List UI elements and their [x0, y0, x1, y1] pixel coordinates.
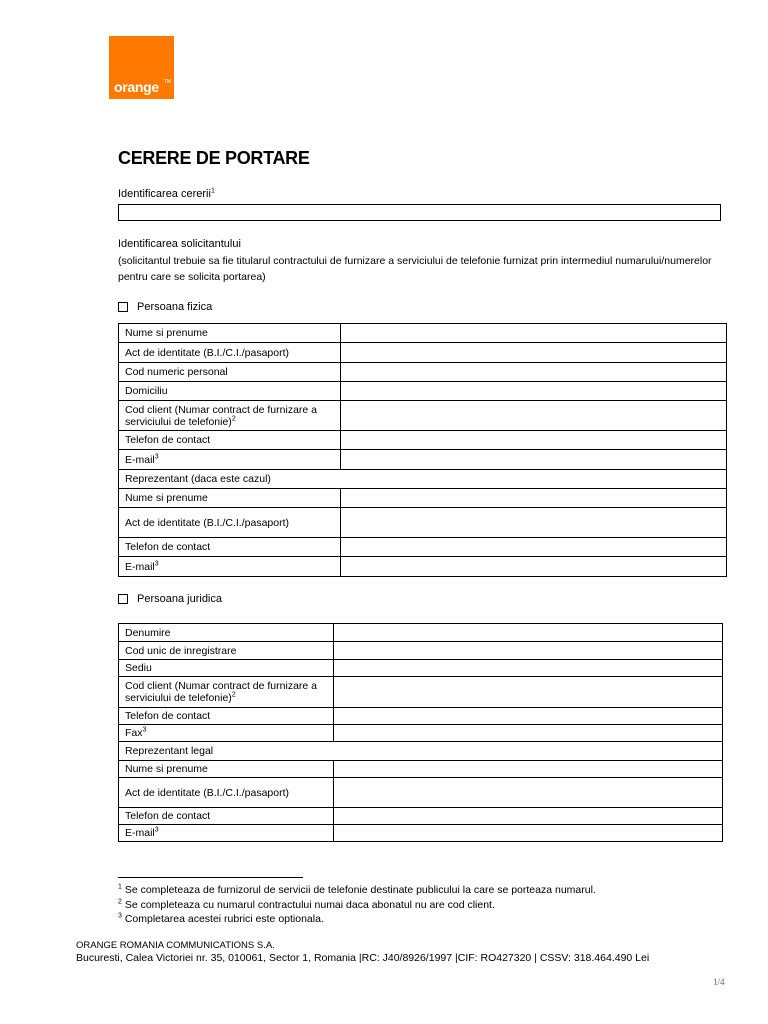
natural-person-row [119, 470, 727, 489]
legal-person-field-label: Telefon de contact [119, 808, 334, 825]
legal-person-field-label: Denumire [119, 624, 334, 642]
footnote-3: $^3$ Completarea acestei rubrici este optionala. [118, 912, 324, 925]
legal-person-field-input[interactable] [334, 825, 723, 842]
page-number: 1/4 [713, 977, 725, 987]
natural-person-field-input[interactable] [341, 508, 727, 538]
applicant-note: (solicitantul trebuie sa fie titularul contractului de furnizare a serviciului de telefonie furnizat prin intermediul numarului/numerelor pentru care se solicita portarea) [118, 255, 712, 283]
request-id-label: Identificarea cererii$^1$ [118, 187, 215, 200]
natural-person-field-input[interactable] [341, 431, 727, 450]
footnote-2: $^2$ Se completeaza cu numarul contractului numai daca abonatul nu are cod client. [118, 898, 495, 911]
legal-person-option[interactable] [118, 593, 222, 605]
natural-person-field-label: Domiciliu [119, 382, 341, 401]
natural-person-field-label: Telefon de contact [119, 538, 341, 557]
natural-person-row [119, 363, 727, 382]
natural-person-row [119, 538, 727, 557]
natural-person-field-label: Telefon de contact [119, 431, 341, 450]
natural-person-row [119, 489, 727, 508]
legal-person-field-input[interactable] [334, 660, 723, 677]
natural-person-option[interactable] [118, 301, 212, 313]
legal-person-field-label: Telefon de contact [119, 708, 334, 725]
legal-person-field-input[interactable] [334, 761, 723, 778]
legal-person-row [119, 624, 723, 642]
footer-address: Bucuresti, Calea Victoriei nr. 35, 010061, Sector 1, Romania |RC: J40/8926/1997 |CIF: RO427320 | CSSV: 318.464.490 Lei [76, 952, 650, 964]
legal-person-row [119, 825, 723, 842]
natural-person-field-label: Act de identitate (B.I./C.I./pasaport) [119, 508, 341, 538]
legal-person-row [119, 742, 723, 761]
natural-person-field-input[interactable] [341, 538, 727, 557]
natural-person-field-label: E-mail$^3$ [119, 450, 341, 470]
natural-person-table [118, 323, 727, 577]
natural-person-field-input[interactable] [341, 343, 727, 363]
natural-person-field-label: Act de identitate (B.I./C.I./pasaport) [119, 343, 341, 363]
logo-text: orange [114, 79, 159, 95]
request-id-field[interactable] [118, 204, 721, 221]
natural-person-field-label: E-mail$^3$ [119, 557, 341, 577]
natural-person-field-input[interactable] [341, 382, 727, 401]
legal-person-field-label: Cod client (Numar contract de furnizare a serviciului de telefonie)$^2$ [119, 677, 334, 708]
natural-person-row [119, 431, 727, 450]
natural-person-row [119, 401, 727, 431]
natural-person-field-label: Reprezentant (daca este cazul) [119, 470, 727, 489]
logo-trademark: TM [163, 79, 171, 85]
legal-person-field-label: Cod unic de inregistrare [119, 642, 334, 660]
applicant-heading: Identificarea solicitantului [118, 238, 241, 250]
footnote-separator [118, 877, 303, 878]
natural-person-field-input[interactable] [341, 401, 727, 431]
legal-person-row [119, 642, 723, 660]
legal-person-row [119, 677, 723, 708]
legal-person-field-label: Reprezentant legal [119, 742, 723, 761]
natural-person-field-label: Nume si prenume [119, 489, 341, 508]
legal-person-row [119, 778, 723, 808]
legal-person-row [119, 761, 723, 778]
legal-person-field-label: E-mail$^3$ [119, 825, 334, 842]
legal-person-field-input[interactable] [334, 778, 723, 808]
natural-person-field-input[interactable] [341, 450, 727, 470]
natural-person-field-input[interactable] [341, 557, 727, 577]
natural-person-row [119, 508, 727, 538]
natural-person-field-label: Cod client (Numar contract de furnizare a serviciului de telefonie)$^2$ [119, 401, 341, 431]
legal-person-field-label: Act de identitate (B.I./C.I./pasaport) [119, 778, 334, 808]
legal-person-field-input[interactable] [334, 708, 723, 725]
legal-person-label: Persoana juridica [137, 593, 222, 605]
legal-person-row [119, 808, 723, 825]
legal-person-table [118, 623, 723, 842]
orange-logo [109, 36, 174, 99]
natural-person-row [119, 382, 727, 401]
natural-person-checkbox[interactable] [118, 302, 128, 312]
document-title: CERERE DE PORTARE [118, 148, 310, 168]
legal-person-field-input[interactable] [334, 624, 723, 642]
legal-person-row [119, 708, 723, 725]
natural-person-field-label: Cod numeric personal [119, 363, 341, 382]
legal-person-field-input[interactable] [334, 725, 723, 742]
natural-person-row [119, 557, 727, 577]
legal-person-row [119, 660, 723, 677]
natural-person-label: Persoana fizica [137, 301, 213, 313]
legal-person-field-label: Fax$^3$ [119, 725, 334, 742]
natural-person-row [119, 324, 727, 343]
legal-person-field-label: Nume si prenume [119, 761, 334, 778]
legal-person-field-label: Sediu [119, 660, 334, 677]
natural-person-field-input[interactable] [341, 489, 727, 508]
footnote-1: $^1$ Se completeaza de furnizorul de servicii de telefonie destinate publicului la care se porteaza numarul. [118, 883, 596, 896]
legal-person-field-input[interactable] [334, 677, 723, 708]
natural-person-field-label: Nume si prenume [119, 324, 341, 343]
legal-person-row [119, 725, 723, 742]
natural-person-field-input[interactable] [341, 324, 727, 343]
natural-person-row [119, 343, 727, 363]
legal-person-field-input[interactable] [334, 808, 723, 825]
legal-person-field-input[interactable] [334, 642, 723, 660]
natural-person-row [119, 450, 727, 470]
natural-person-field-input[interactable] [341, 363, 727, 382]
legal-person-checkbox[interactable] [118, 594, 128, 604]
footer-company: ORANGE ROMANIA COMMUNICATIONS S.A. [76, 940, 275, 951]
